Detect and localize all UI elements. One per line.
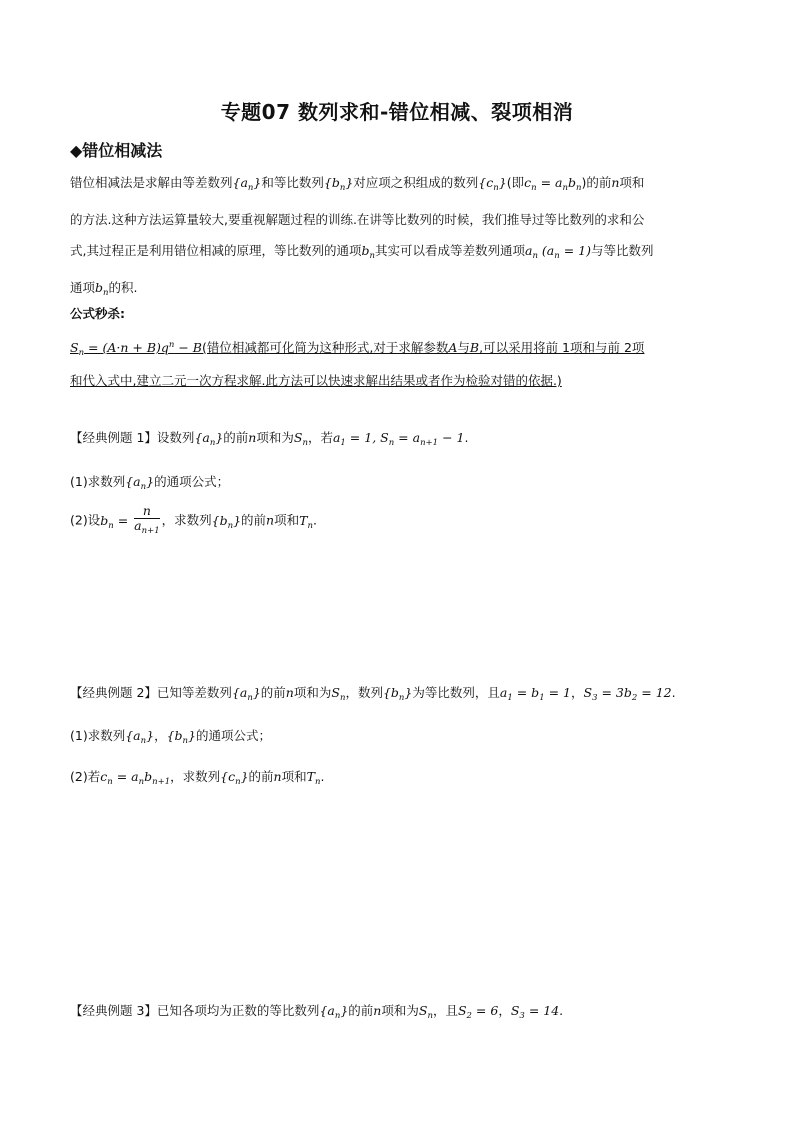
intro-line-4: 通项$b_n$的积.: [70, 280, 138, 298]
formula-line-1: $S_n = (A\cdot n + B)q^n - B$(错位相减都可化简为这种形式,对于求解参数A与B,可以采用将前 1项和与前 2项: [70, 340, 645, 358]
example-3-stem: 【经典例题 3】已知各项均为正数的等比数列$\{a_n\}$的前n项和为$S_n$，且$S_2 = 6$，$S_3 = 14$.: [70, 1003, 564, 1021]
intro-line-1: 错位相减法是求解由等差数列$\{a_n\}$和等比数列$\{b_n\}$对应项之积组成的数列$\{c_n\}$(即$c_n = a_nb_n$)的前n项和: [70, 175, 645, 193]
intro-paragraph: [70, 167, 730, 309]
section-heading: ◆错位相减法: [70, 141, 163, 160]
example-2-stem: 【经典例题 2】已知等差数列$\{a_n\}$的前n项和为$S_n$，数列$\{b_n\}$为等比数列，且$a_1 = b_1 = 1$，$S_3 = 3b_2 = 12$.: [70, 685, 676, 703]
page-title: 专题07 数列求和-错位相减、裂项相消: [220, 100, 574, 124]
formula-label: 公式秒杀:: [70, 306, 125, 321]
formula-block: [70, 331, 740, 395]
example-2-part-1: (1)求数列$\{a_n\}$，$\{b_n\}$的通项公式；: [70, 728, 271, 746]
intro-line-3: 式,其过程正是利用错位相减的原理，等比数列的通项$b_n$其实可以看成等差数列通项$a_n$ $(a_n = 1)$与等比数列: [70, 243, 654, 261]
example-1-part-2: (2)设$b_n$ = $\frac{n}{a_{n+1}}$ ，求数列$\{b_n\}$的前n项和$T_n$.: [70, 503, 317, 536]
example-1-stem: 【经典例题 1】设数列$\{a_n\}$的前n项和为$S_n$，若$a_1 = 1$, $S_n = a_{n+1} - 1$.: [70, 430, 469, 448]
example-1-part-1: (1)求数列$\{a_n\}$的通项公式；: [70, 474, 230, 492]
example-2-part-2: (2)若$c_n = a_nb_{n+1}$，求数列$\{c_n\}$的前n项和$T_n$.: [70, 769, 325, 787]
intro-line-2: 的方法.这种方法运算量较大,要重视解题过程的训练.在讲等比数列的时候，我们推导过等比数列的求和公: [70, 212, 645, 227]
formula-line-2: 和代入式中,建立二元一次方程求解.此方法可以快速求解出结果或者作为检验对错的依据.): [70, 373, 562, 388]
